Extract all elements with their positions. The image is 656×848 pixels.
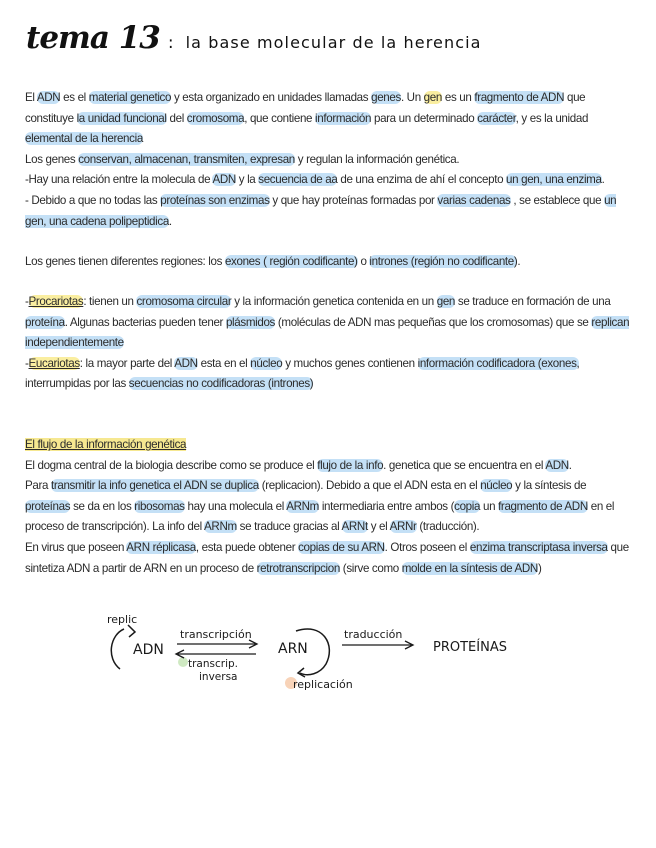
flow-paragraph-1: El dogma central de la biologia describe como se produce el flujo de la info. genetica que se encuentra en el ADN. — [25, 458, 572, 472]
regions-paragraph: Los genes tienen diferentes regiones: los exones ( región codificante) o intrones (región no codificante). — [25, 255, 521, 268]
transcripcion-label: transcripción — [180, 628, 252, 641]
arn-label: ARN — [278, 641, 308, 657]
intro-paragraph-3: -Hay una relación entre la molecula de ADN y la secuencia de aa de una enzima de ahí el concepto un gen, una enzima. — [25, 173, 605, 187]
proteinas-label: PROTEÍNAS — [433, 640, 507, 655]
adn-label: ADN — [133, 642, 164, 658]
traduccion-label: traducción — [344, 628, 403, 641]
arn-loop-arrow-head — [298, 668, 305, 677]
green-highlight-dot — [178, 657, 188, 667]
replicacion-label: replicación — [293, 678, 353, 691]
transcrip-inversa-line-1: transcrip. — [188, 658, 239, 670]
transcrip-inversa-line-2: inversa — [199, 671, 238, 683]
intro-paragraph-4: - Debido a que no todas las proteínas son enzimas y que hay proteínas formadas por varias cadenas , se establece que un gen, una cadena polipeptidica. — [25, 193, 617, 228]
title-subtitle: la base molecular de la herencia — [185, 33, 482, 52]
replic-loop-arrow — [111, 629, 124, 669]
genetic-flow-section — [25, 435, 631, 579]
prokaryotes-paragraph: -Procariotas: tienen un cromosoma circular y la información genetica contenida en un gen se traduce en formación de una proteína. Algunas bacterias pueden tener plásmidos (moléculas de ADN mas pequeñas que los cromosomas) que se replican independientemente — [25, 295, 630, 350]
eukaryotes-paragraph: -Eucariotas: la mayor parte del ADN esta en el núcleo y muchos genes contienen información codificadora (exones, interrumpidas por las secuencias no codificadoras (intrones) — [25, 356, 580, 391]
flow-heading: El flujo de la información genética — [25, 438, 187, 451]
gene-regions — [25, 252, 631, 273]
intro-section — [25, 88, 631, 232]
flow-paragraph-3: En virus que poseen ARN réplicasa, esta puede obtener copias de su ARN. Otros poseen el enzima transcriptasa inversa que sintetiza ADN a partir de ARN en un proceso de retrotranscripcion (sirve como molde en la síntesis de ADN) — [25, 540, 629, 575]
replic-arrow-head — [128, 625, 135, 637]
title-separator: : — [167, 33, 174, 53]
page-title — [26, 20, 482, 56]
replic-label: replic — [107, 613, 138, 626]
flow-paragraph-2: Para transmitir la info genetica el ADN se duplica (replicacion). Debido a que el ADN esta en el núcleo y la síntesis de proteínas se da en los ribosomas hay una molecula el ARNm intermediaria entre ambos (copia un fragmento de ADN en el proceso de transcripción). La info del ARNm se traduce gracias al ARNt y el ARNr (traducción). — [25, 479, 615, 534]
intro-paragraph-2: Los genes conservan, almacenan, transmiten, expresan y regulan la información genética. — [25, 152, 460, 166]
organism-types — [25, 292, 631, 395]
title-main: tema 13 — [26, 20, 160, 56]
central-dogma-diagram — [0, 600, 656, 710]
intro-paragraph-1: El ADN es el material genetico y esta organizado en unidades llamadas genes. Un gen es un fragmento de ADN que constituye la unidad funcional del cromosoma, que contiene información para un determinado carácter, y es la unidad elemental de la herencia — [25, 91, 589, 146]
